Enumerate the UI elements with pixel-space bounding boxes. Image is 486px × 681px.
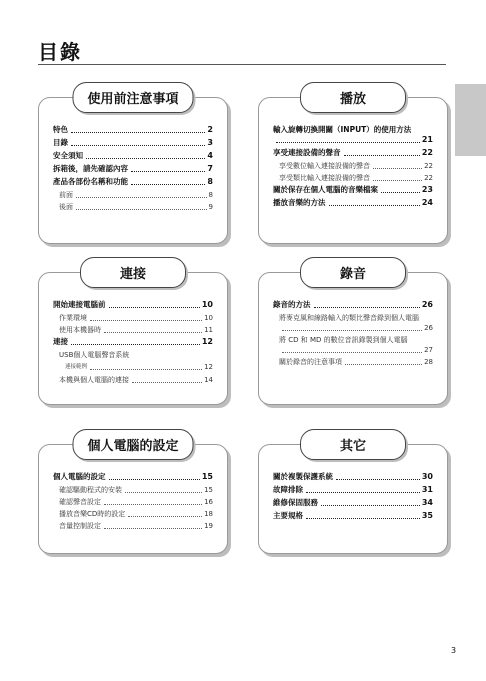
toc-entry[interactable] xyxy=(273,485,433,495)
toc-entry-page: 28 xyxy=(424,358,433,366)
section-title: 錄音 xyxy=(300,257,406,288)
toc-entry-label: 享受類比輸入連接設備的聲音 xyxy=(279,174,370,182)
dot-leader xyxy=(373,180,422,181)
toc-entry-page: 18 xyxy=(204,510,213,518)
toc-entry-page: 26 xyxy=(421,300,433,309)
toc-entry-label: 享受數位輸入連接設備的聲音 xyxy=(279,162,370,170)
toc-entry-page: 8 xyxy=(208,191,213,199)
dot-leader xyxy=(329,205,420,206)
toc-entry[interactable] xyxy=(273,300,433,310)
section-title: 播放 xyxy=(300,82,406,113)
toc-entry[interactable] xyxy=(53,313,213,323)
toc-entry[interactable] xyxy=(273,185,433,195)
toc-entry-page: 16 xyxy=(204,498,213,506)
toc-list xyxy=(39,472,227,533)
toc-entry-label: 享受連接設備的聲音 xyxy=(273,148,341,157)
toc-entry-label: 關於複製保護系統 xyxy=(273,472,333,481)
toc-list xyxy=(259,472,447,524)
toc-entry-page: 35 xyxy=(421,511,433,520)
toc-entry-label: 連接範例 xyxy=(65,364,88,370)
toc-entry-page: 11 xyxy=(204,326,213,334)
toc-entry[interactable] xyxy=(53,138,213,148)
toc-entry-label: 目錄 xyxy=(53,138,68,147)
toc-entry-label: 個人電腦的設定 xyxy=(53,472,106,481)
toc-entry-label: 後面 xyxy=(59,203,73,211)
toc-list xyxy=(39,125,227,214)
side-tab xyxy=(455,84,486,156)
toc-entry[interactable] xyxy=(273,313,433,333)
dot-leader xyxy=(282,330,422,331)
toc-entry[interactable] xyxy=(273,335,433,355)
toc-entry-label: 特色 xyxy=(53,125,68,134)
section-card-connection xyxy=(38,267,228,405)
toc-entry-label: 將麥克風和線路輸入的類比聲音錄到個人電腦 xyxy=(279,314,419,322)
toc-entry-label: 播放音樂的方法 xyxy=(273,198,326,207)
toc-entry-page: 15 xyxy=(201,472,213,481)
toc-entry[interactable] xyxy=(53,202,213,212)
toc-entry-page: 23 xyxy=(421,185,433,194)
dot-leader xyxy=(344,155,420,156)
toc-entry-label: 維修保固服務 xyxy=(273,498,318,507)
dot-leader xyxy=(109,307,200,308)
toc-list xyxy=(259,125,447,211)
dot-leader xyxy=(71,344,200,345)
toc-entry-label: 作業環境 xyxy=(59,314,87,322)
toc-entry-label: 輸入旋轉切換開關（INPUT）的使用方法 xyxy=(273,125,412,134)
dot-leader xyxy=(76,209,207,210)
toc-entry-page: 12 xyxy=(201,337,213,346)
toc-entry[interactable] xyxy=(53,350,213,360)
toc-entry[interactable] xyxy=(53,300,213,310)
dot-leader xyxy=(76,197,207,198)
toc-entry[interactable] xyxy=(273,357,433,367)
dot-leader xyxy=(306,518,420,519)
toc-entry[interactable] xyxy=(273,148,433,158)
dot-leader xyxy=(132,382,202,383)
dot-leader xyxy=(86,158,205,159)
toc-entry-page: 34 xyxy=(421,498,433,507)
toc-entry[interactable] xyxy=(53,125,213,135)
toc-entry-label: 確認驅動程式的安裝 xyxy=(59,486,122,494)
toc-entry-page: 9 xyxy=(208,203,213,211)
toc-entry-label: 關於錄音的注意事項 xyxy=(279,358,342,366)
toc-list xyxy=(259,300,447,369)
toc-entry[interactable] xyxy=(53,485,213,495)
toc-entry[interactable] xyxy=(53,497,213,507)
toc-entry-label: 確認聲音設定 xyxy=(59,498,101,506)
toc-entry-page: 24 xyxy=(421,198,433,207)
toc-entry-label: 前面 xyxy=(59,191,73,199)
dot-leader xyxy=(345,364,422,365)
toc-list xyxy=(39,300,227,387)
page-title: 目錄 xyxy=(38,40,82,64)
toc-entry-label: 安全須知 xyxy=(53,151,83,160)
dot-leader xyxy=(306,492,420,493)
toc-entry-page: 12 xyxy=(204,363,213,371)
toc-entry-page: 22 xyxy=(421,148,433,157)
toc-entry[interactable] xyxy=(53,177,213,187)
toc-entry[interactable] xyxy=(53,325,213,335)
dot-leader xyxy=(373,168,422,169)
toc-entry[interactable] xyxy=(273,161,433,171)
dot-leader xyxy=(71,132,205,133)
dot-leader xyxy=(104,332,202,333)
page-number: 3 xyxy=(451,646,457,655)
toc-entry-page: 22 xyxy=(424,162,433,170)
toc-entry-page: 26 xyxy=(424,324,433,332)
toc-entry[interactable] xyxy=(273,511,433,521)
dot-leader xyxy=(90,369,202,370)
toc-entry[interactable] xyxy=(53,472,213,482)
dot-leader xyxy=(131,184,205,185)
dot-leader xyxy=(125,492,202,493)
section-title: 個人電腦的設定 xyxy=(72,429,193,460)
toc-entry-page: 21 xyxy=(421,135,433,144)
toc-entry-label: 關於保存在個人電腦的音樂檔案 xyxy=(273,185,378,194)
toc-entry-label: 產品各部份名稱和功能 xyxy=(53,177,128,186)
toc-entry[interactable] xyxy=(53,521,213,531)
toc-entry-label: 音量控制設定 xyxy=(59,522,101,530)
toc-entry-page: 10 xyxy=(204,314,213,322)
toc-entry-page: 10 xyxy=(201,300,213,309)
toc-entry-label: USB個人電腦聲音系統 xyxy=(59,351,130,359)
toc-entry-label: 故障排除 xyxy=(273,485,303,494)
dot-leader xyxy=(71,145,205,146)
toc-entry-page: 31 xyxy=(421,485,433,494)
dot-leader xyxy=(104,504,202,505)
toc-entry-page: 27 xyxy=(424,346,433,354)
toc-entry-label: 使用本機器時 xyxy=(59,326,101,334)
dot-leader xyxy=(104,528,202,529)
toc-entry[interactable] xyxy=(53,362,213,372)
toc-entry-label: 將 CD 和 MD 的數位音訊錄製到個人電腦 xyxy=(279,336,408,344)
title-divider xyxy=(38,64,446,65)
toc-entry-page: 15 xyxy=(204,486,213,494)
toc-entry[interactable] xyxy=(53,375,213,385)
toc-entry[interactable] xyxy=(273,498,433,508)
toc-entry[interactable] xyxy=(53,164,213,174)
dot-leader xyxy=(381,192,420,193)
toc-entry-label: 主要規格 xyxy=(273,511,303,520)
section-card-pc-settings xyxy=(38,439,228,554)
toc-entry-page: 22 xyxy=(424,174,433,182)
toc-entry[interactable] xyxy=(273,125,433,145)
toc-entry-page: 3 xyxy=(207,138,213,147)
toc-entry[interactable] xyxy=(53,190,213,200)
dot-leader xyxy=(336,479,420,480)
section-title: 使用前注意事項 xyxy=(72,82,193,113)
toc-entry-label: 開始連接電腦前 xyxy=(53,300,106,309)
section-card-before-use xyxy=(38,92,228,244)
dot-leader xyxy=(128,516,202,517)
dot-leader xyxy=(282,352,422,353)
section-card-recording xyxy=(258,267,448,405)
toc-entry[interactable] xyxy=(273,472,433,482)
dot-leader xyxy=(131,171,205,172)
section-title: 其它 xyxy=(300,429,406,460)
dot-leader xyxy=(90,320,202,321)
toc-entry-page: 14 xyxy=(204,376,213,384)
toc-entry-page: 8 xyxy=(207,177,213,186)
toc-entry-page: 19 xyxy=(204,522,213,530)
toc-entry-page: 4 xyxy=(207,151,213,160)
toc-entry[interactable] xyxy=(53,337,213,347)
toc-entry-page: 30 xyxy=(421,472,433,481)
toc-entry-page: 2 xyxy=(207,125,213,134)
section-card-others xyxy=(258,439,448,554)
dot-leader xyxy=(276,142,420,143)
toc-entry-label: 本機與個人電腦的連接 xyxy=(59,376,129,384)
section-title: 連接 xyxy=(80,257,186,288)
dot-leader xyxy=(314,307,420,308)
toc-entry[interactable] xyxy=(273,173,433,183)
toc-entry-label: 連接 xyxy=(53,337,68,346)
toc-entry-label: 錄音的方法 xyxy=(273,300,311,309)
dot-leader xyxy=(109,479,200,480)
toc-entry[interactable] xyxy=(273,198,433,208)
toc-entry-label: 拆箱後，請先確認內容 xyxy=(53,164,128,173)
section-card-playback xyxy=(258,92,448,244)
toc-entry[interactable] xyxy=(53,509,213,519)
dot-leader xyxy=(321,505,420,506)
toc-entry[interactable] xyxy=(53,151,213,161)
toc-entry-page: 7 xyxy=(207,164,213,173)
toc-entry-label: 播放音樂CD時的設定 xyxy=(59,510,126,518)
